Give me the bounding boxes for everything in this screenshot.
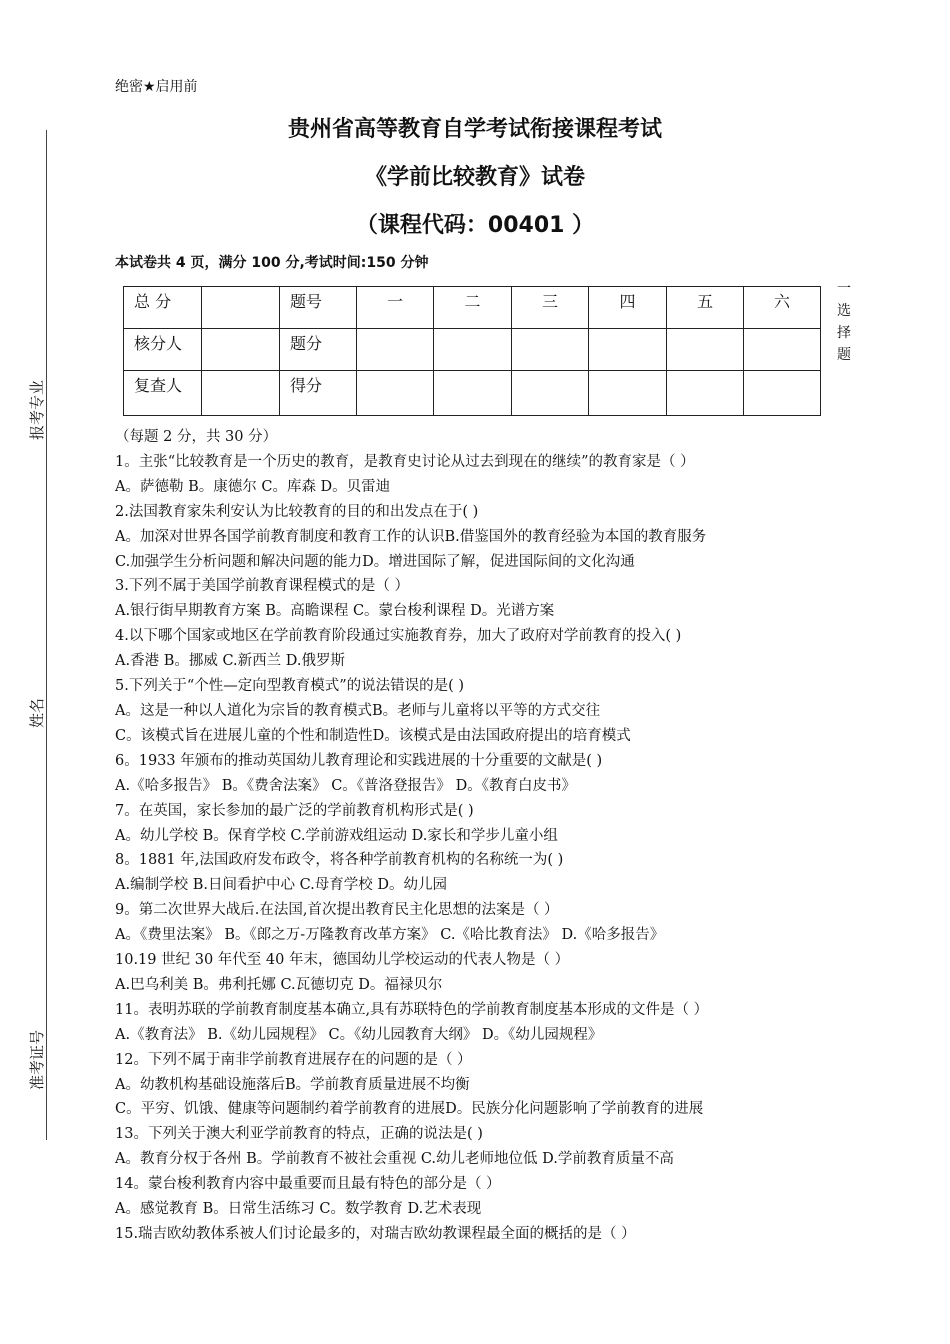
option-line: A。幼教机构基础设施落后B。学前教育质量进展不均衡	[115, 1076, 470, 1093]
course-code: （课程代码：00401 ）	[355, 213, 595, 238]
paper-title: 《学前比较教育》试卷	[364, 165, 585, 190]
table-cell	[667, 329, 744, 371]
question-line: 6。1933 年颁布的推动英国幼儿教育理论和实践进展的十分重要的文献是( )	[115, 752, 603, 769]
question-line: 8。1881 年,法国政府发布政令，将各种学前教育机构的名称统一为( )	[115, 852, 564, 869]
option-line: A。教育分权于各州 B。学前教育不被社会重视 C.幼儿老师地位低 D.学前教育质量不高	[115, 1151, 674, 1168]
binding-line	[46, 130, 47, 1140]
question-line: 4.以下哪个国家或地区在学前教育阶段通过实施教育券，加大了政府对学前教育的投入( )	[115, 628, 682, 645]
table-cell	[202, 371, 280, 416]
table-cell	[744, 371, 821, 416]
table-cell	[434, 329, 512, 371]
question-line: 7。在英国，家长参加的最广泛的学前教育机构形式是( )	[115, 802, 474, 819]
score-table-row	[124, 371, 821, 416]
score-table	[123, 286, 821, 416]
table-cell: 五	[667, 287, 744, 329]
option-line: A。加深对世界各国学前教育制度和教育工作的认识B.借鉴国外的教育经验为本国的教育服务	[115, 528, 707, 545]
table-cell: 六	[744, 287, 821, 329]
question-line: 9。第二次世界大战后.在法国,首次提出教育民主化思想的法案是（ ）	[115, 902, 559, 919]
option-line: A。感觉教育 B。日常生活练习 C。数学教育 D.艺术表现	[115, 1201, 482, 1218]
question-line: 10.19 世纪 30 年代至 40 年末，德国幼儿学校运动的代表人物是（ ）	[115, 952, 570, 969]
section-char: 择	[837, 325, 851, 341]
option-line: A.《哈多报告》 B。《费舍法案》 C。《普洛登报告》 D。《教育白皮书》	[115, 777, 577, 794]
table-cell	[357, 329, 434, 371]
score-table-row	[124, 287, 821, 329]
table-cell	[512, 329, 589, 371]
table-cell: 核分人	[124, 329, 202, 371]
option-line: C.加强学生分析问题和解决问题的能力D。增进国际了解，促进国际间的文化沟通	[115, 553, 635, 570]
binding-label-name: 姓名	[28, 697, 46, 728]
table-cell: 得分	[280, 371, 357, 416]
question-line: 3.下列不属于美国学前教育课程模式的是（ ）	[115, 578, 409, 595]
section-char: 题	[837, 347, 851, 363]
table-cell: 二	[434, 287, 512, 329]
table-cell	[202, 287, 280, 329]
table-cell: 三	[512, 287, 589, 329]
table-cell: 一	[357, 287, 434, 329]
section-instruction: （每题 2 分，共 30 分）	[115, 429, 278, 445]
table-cell: 题分	[280, 329, 357, 371]
option-line: C。平穷、饥饿、健康等问题制约着学前教育的进展D。民族分化问题影响了学前教育的进展	[115, 1101, 704, 1118]
table-cell	[744, 329, 821, 371]
option-line: A.《教育法》 B.《幼儿园规程》 C。《幼儿园教育大纲》 D。《幼儿园规程》	[115, 1026, 603, 1043]
question-line: 11。表明苏联的学前教育制度基本确立,具有苏联特色的学前教育制度基本形成的文件是（ ）	[115, 1001, 709, 1018]
option-line: A。这是一种以人道化为宗旨的教育模式B。老师与儿童将以平等的方式交往	[115, 702, 601, 719]
section-numeral: 一	[837, 281, 851, 297]
table-cell	[202, 329, 280, 371]
table-cell	[357, 371, 434, 416]
question-line: 15.瑞吉欧幼教体系被人们讨论最多的，对瑞吉欧幼教课程最全面的概括的是（ ）	[115, 1226, 636, 1242]
table-cell	[512, 371, 589, 416]
question-list	[115, 425, 815, 1247]
option-line: A.编制学校 B.日间看护中心 C.母育学校 D。幼儿园	[115, 877, 447, 894]
question-line: 2.法国教育家朱利安认为比较教育的目的和出发点在于( )	[115, 503, 479, 520]
table-cell: 四	[589, 287, 667, 329]
option-line: A。幼儿学校 B。保育学校 C.学前游戏组运动 D.家长和学步儿童小组	[115, 827, 558, 844]
secret-label: 绝密★启用前	[115, 79, 198, 95]
exam-info: 本试卷共 4 页，满分 100 分,考试时间:150 分钟	[115, 255, 429, 271]
table-cell: 题号	[280, 287, 357, 329]
section-heading	[836, 278, 852, 366]
option-line: A.巴乌利美 B。弗利托娜 C.瓦德切克 D。福禄贝尔	[115, 976, 443, 993]
option-line: A。《费里法案》 B。《郎之万-万隆教育改革方案》 C.《哈比教育法》 D.《哈多报告》	[115, 927, 665, 944]
binding-label-ticket: 准考证号	[28, 1029, 46, 1090]
table-cell	[589, 329, 667, 371]
question-line: 12。下列不属于南非学前教育进展存在的问题的是（ ）	[115, 1051, 472, 1068]
table-cell	[434, 371, 512, 416]
question-line: 14。蒙台梭利教育内容中最重要而且最有特色的部分是（ ）	[115, 1176, 501, 1193]
section-char: 选	[837, 303, 851, 319]
option-line: A.银行街早期教育方案 B。高瞻课程 C。蒙台梭利课程 D。光谱方案	[115, 603, 555, 620]
exam-title: 贵州省高等教育自学考试衔接课程考试	[287, 117, 662, 142]
option-line: C。该模式旨在进展儿童的个性和制造性D。该模式是由法国政府提出的培育模式	[115, 727, 631, 744]
binding-label-major: 报考专业	[28, 379, 46, 440]
table-cell	[667, 371, 744, 416]
question-line: 5.下列关于“个性—定向型教育模式”的说法错误的是( )	[115, 678, 465, 695]
question-line: 13。下列关于澳大利亚学前教育的特点，正确的说法是( )	[115, 1126, 483, 1143]
table-cell: 复查人	[124, 371, 202, 416]
table-cell	[589, 371, 667, 416]
score-table-row	[124, 329, 821, 371]
option-line: A。萨德勒 B。康德尔 C。库森 D。贝雷迪	[115, 478, 391, 495]
option-line: A.香港 B。挪威 C.新西兰 D.俄罗斯	[115, 653, 345, 670]
table-cell: 总 分	[124, 287, 202, 329]
question-line: 1。主张“比较教育是一个历史的教育，是教育史讨论从过去到现在的继续”的教育家是（ ）	[115, 453, 695, 470]
